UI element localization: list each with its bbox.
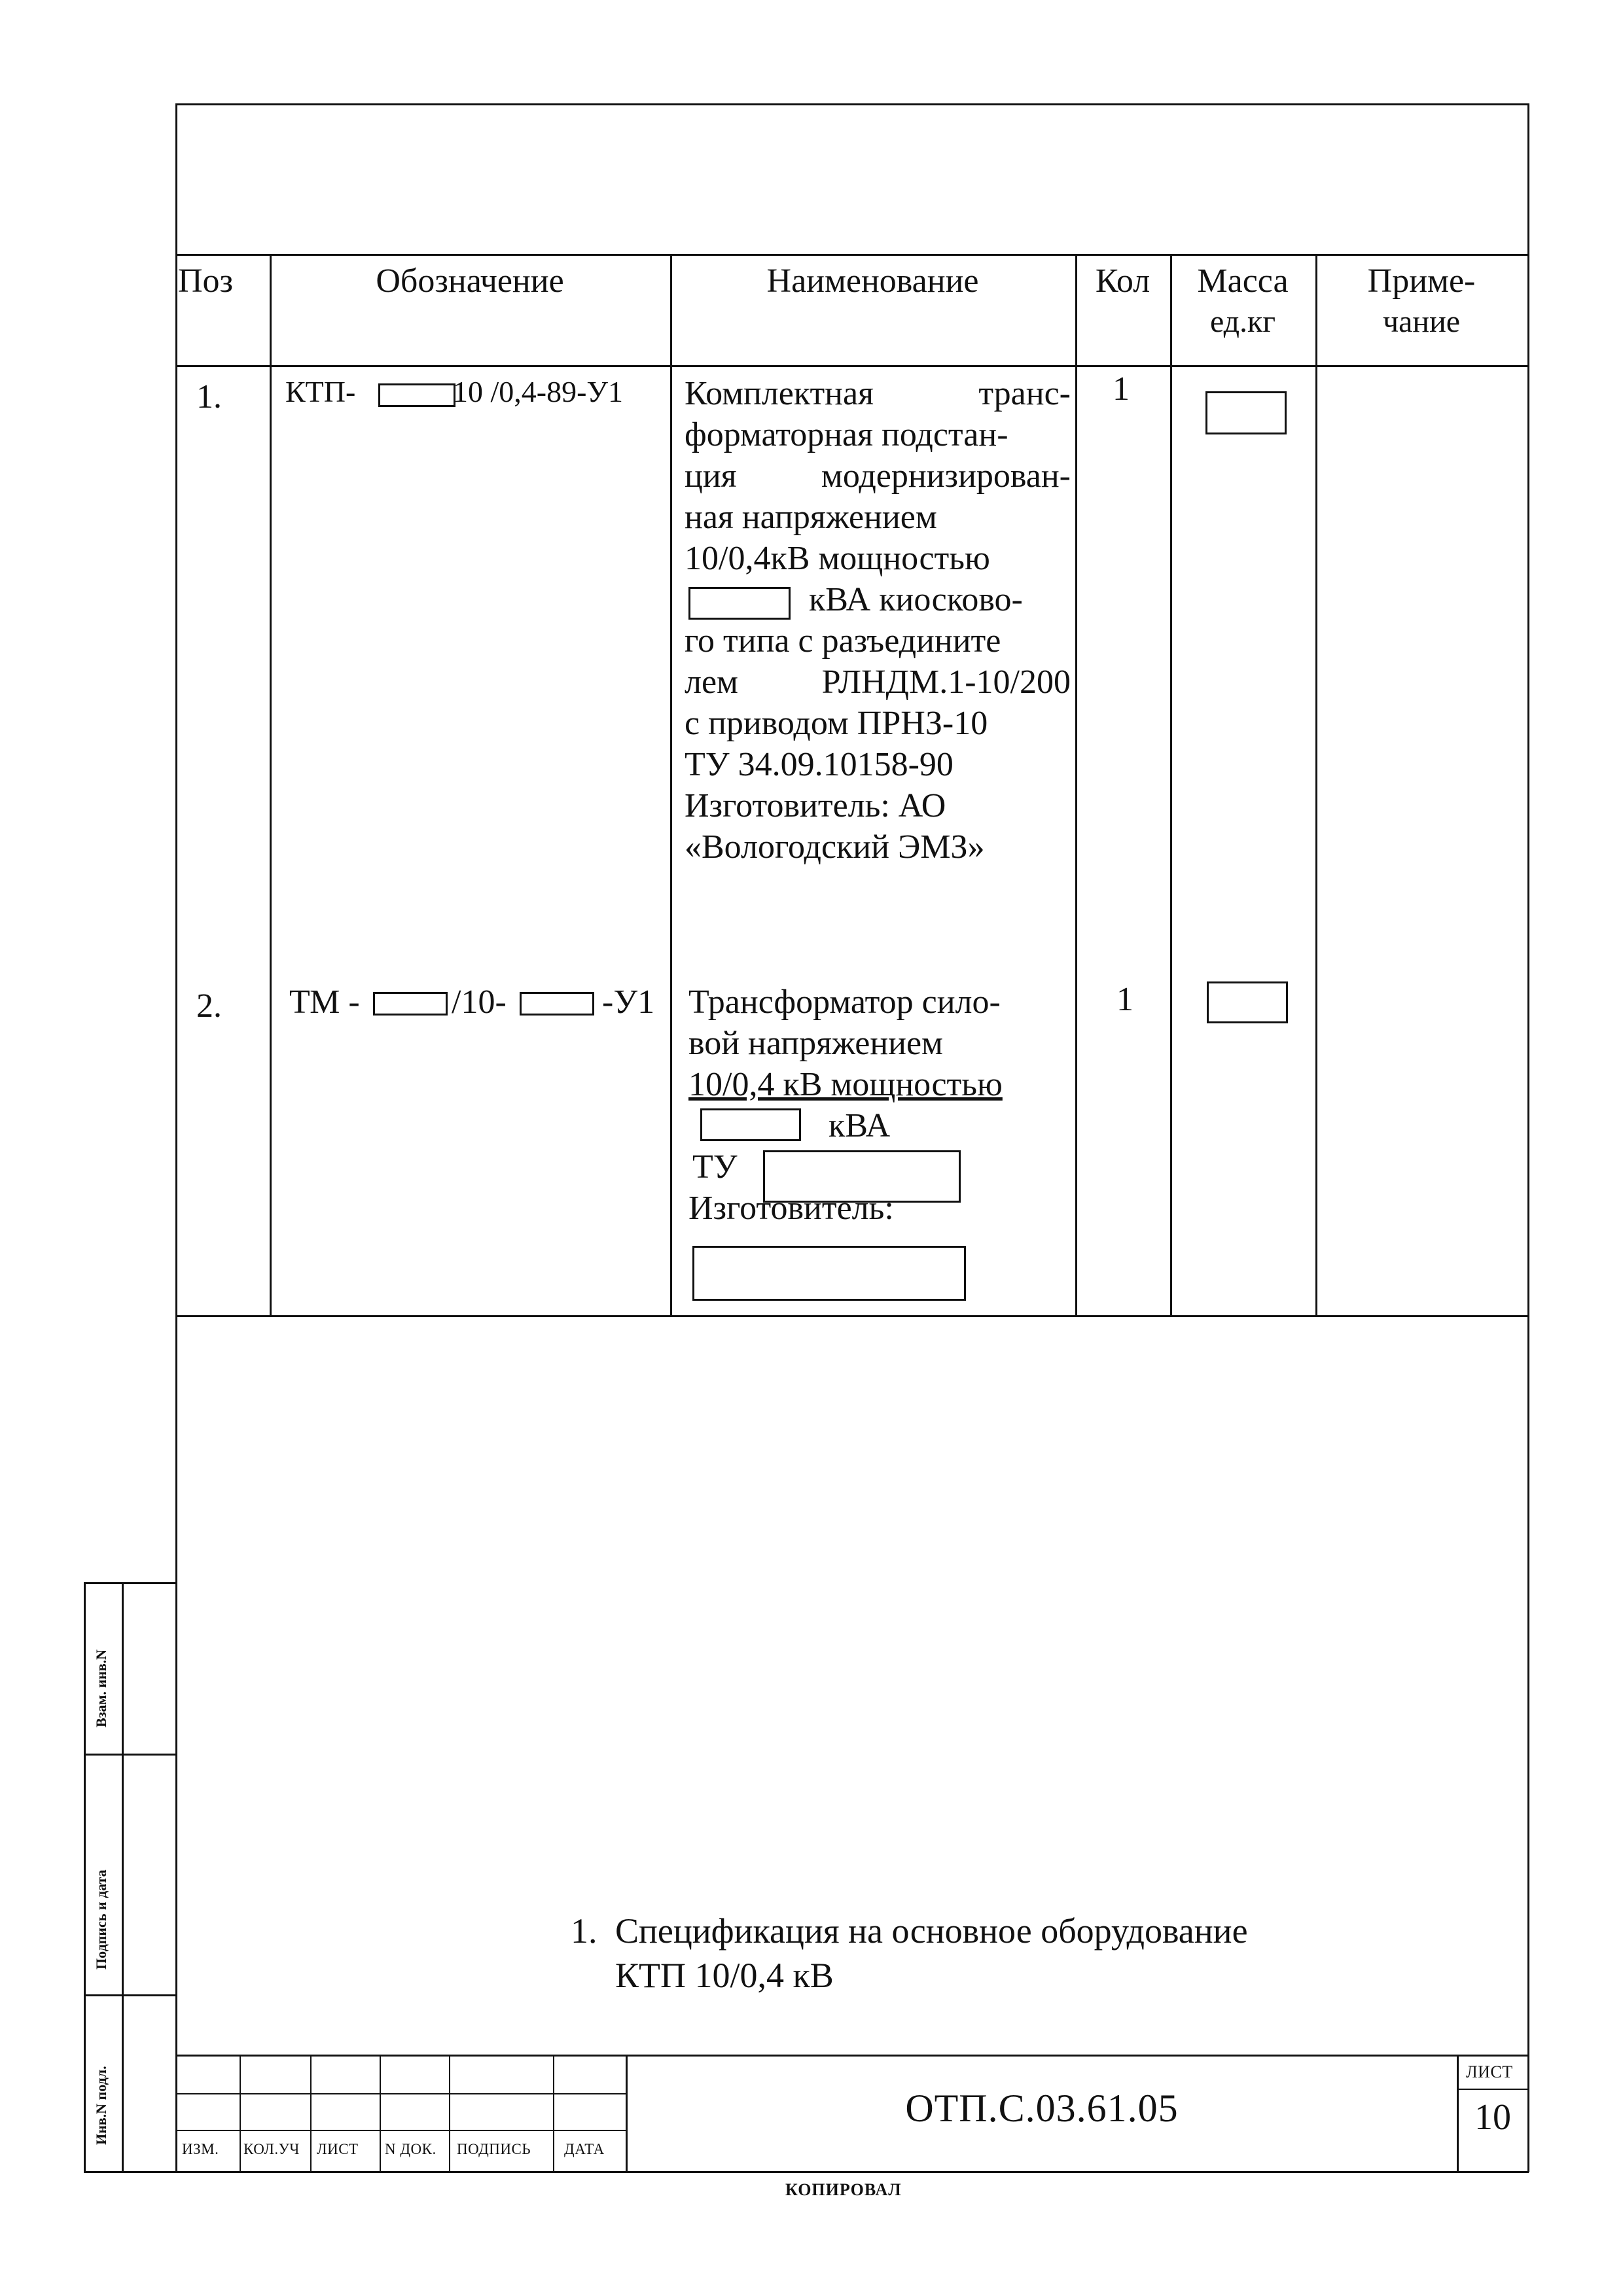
row1-mass-blank xyxy=(1205,391,1287,434)
col-divider-3 xyxy=(1075,254,1077,1316)
stamp-col-line-4 xyxy=(449,2055,450,2171)
row1-name-line12: «Вологодский ЭМЗ» xyxy=(685,828,985,866)
stamp-label-izm: ИЗМ. xyxy=(182,2141,219,2157)
frame-right xyxy=(1527,103,1529,2172)
stamp-row-line-1 xyxy=(175,2093,627,2094)
frame-bottom xyxy=(175,2171,1529,2173)
stamp-label-list: ЛИСТ xyxy=(317,2141,359,2157)
row2-mass-blank xyxy=(1207,981,1288,1023)
header-qty: Кол xyxy=(1095,262,1150,300)
row1-name-line6: кВА киосково- xyxy=(809,581,1023,618)
row1-name-line5: 10/0,4кВ мощностью xyxy=(685,540,990,577)
stamp-col-line-2 xyxy=(310,2055,312,2171)
header-mass-line1: Масса xyxy=(1197,262,1289,300)
row1-designation-suffix: 10 /0,4-89-У1 xyxy=(453,375,623,408)
header-pos: Поз xyxy=(178,262,234,300)
header-mass-line2: ед.кг xyxy=(1209,304,1276,339)
row1-name-line3: ция модернизирован- xyxy=(685,457,1071,495)
col-divider-5 xyxy=(1315,254,1317,1316)
row1-name-line8: лем РЛНДМ.1-10/200 xyxy=(685,663,1071,701)
side-stamp-sep-1 xyxy=(84,1754,175,1756)
footer-copied: КОПИРОВАЛ xyxy=(785,2180,902,2199)
row1-name-line11: Изготовитель: АО xyxy=(685,787,946,824)
header-name: Наименование xyxy=(766,262,979,300)
sheet-number: 10 xyxy=(1474,2097,1511,2138)
side-stamp-mid xyxy=(122,1582,124,2171)
row1-name-line2: форматорная подстан- xyxy=(685,416,1008,453)
row2-designation-middle: /10- xyxy=(452,983,507,1021)
stamp-label-podpis: ПОДПИСЬ xyxy=(457,2141,531,2157)
row1-name-line7: го типа с разъедините xyxy=(685,622,1001,660)
doc-code: ОТП.С.03.61.05 xyxy=(905,2087,1179,2130)
row2-designation-prefix: ТМ - xyxy=(289,983,360,1021)
col-divider-4 xyxy=(1170,254,1172,1316)
row2-designation-blank-2 xyxy=(520,992,594,1016)
side-label-sign-date: Подпись и дата xyxy=(93,1869,109,1969)
table-header-bottom-line xyxy=(175,365,1529,367)
header-designation: Обозначение xyxy=(376,262,564,300)
row2-manufacturer-blank xyxy=(692,1246,966,1301)
row2-name-line6: Изготовитель: xyxy=(688,1190,894,1227)
row2-name-line4: кВА xyxy=(829,1107,891,1144)
row1-name-line10: ТУ 34.09.10158-90 xyxy=(685,746,954,783)
col-divider-1 xyxy=(270,254,272,1316)
row1-power-blank xyxy=(688,587,791,620)
row1-pos: 1. xyxy=(196,378,222,415)
stamp-col-line-5 xyxy=(553,2055,554,2171)
stamp-sheet-line xyxy=(1457,2089,1529,2090)
row2-name-line5: ТУ xyxy=(692,1148,738,1186)
row2-power-blank xyxy=(700,1108,801,1141)
row2-pos: 2. xyxy=(196,987,222,1025)
row2-designation-blank-1 xyxy=(373,992,448,1016)
row2-qty: 1 xyxy=(1116,981,1133,1018)
row2-name-line2: вой напряжением xyxy=(688,1025,943,1062)
caption-number: 1. xyxy=(571,1911,597,1951)
sheet-label: ЛИСТ xyxy=(1466,2062,1513,2081)
stamp-col-line-3 xyxy=(380,2055,381,2171)
row2-name-line1: Трансформатор сило- xyxy=(688,983,1001,1021)
side-stamp-bottom xyxy=(84,2171,175,2173)
stamp-top-line xyxy=(175,2055,1529,2057)
col-divider-2 xyxy=(670,254,672,1316)
row2-designation-suffix: -У1 xyxy=(602,983,655,1021)
row1-designation-prefix: КТП- xyxy=(285,375,356,408)
row1-name-line9: с приводом ПРНЗ-10 xyxy=(685,705,988,742)
header-note-line2: чание xyxy=(1382,304,1461,339)
header-note-line1: Приме- xyxy=(1367,262,1476,300)
side-stamp-left xyxy=(84,1582,86,2171)
row1-qty: 1 xyxy=(1113,370,1130,408)
stamp-label-kol-uch: КОЛ.УЧ xyxy=(243,2141,300,2157)
caption-line2: КТП 10/0,4 кВ xyxy=(615,1956,834,1995)
row2-name-line3: 10/0,4 кВ мощностью xyxy=(688,1066,1003,1103)
frame-top xyxy=(175,103,1529,105)
stamp-col-line-1 xyxy=(240,2055,241,2171)
table-top-line xyxy=(175,254,1529,256)
caption-line1: Спецификация на основное оборудование xyxy=(615,1911,1248,1951)
frame-left xyxy=(175,103,177,2172)
side-stamp-top xyxy=(84,1582,175,1584)
side-label-inv-orig: Инв.N подл. xyxy=(93,2066,109,2145)
row1-name-line1: Комплектная транс- xyxy=(685,375,1071,412)
row1-designation-blank xyxy=(378,383,455,407)
table-bottom-line xyxy=(175,1315,1529,1317)
side-stamp-sep-2 xyxy=(84,1994,175,1996)
row1-name-line4: ная напряжением xyxy=(685,499,937,536)
stamp-row-line-2 xyxy=(175,2130,627,2131)
stamp-label-data: ДАТА xyxy=(564,2141,605,2157)
stamp-label-n-dok: N ДОК. xyxy=(385,2141,437,2157)
side-label-exchange: Взам. инв.N xyxy=(93,1649,109,1727)
